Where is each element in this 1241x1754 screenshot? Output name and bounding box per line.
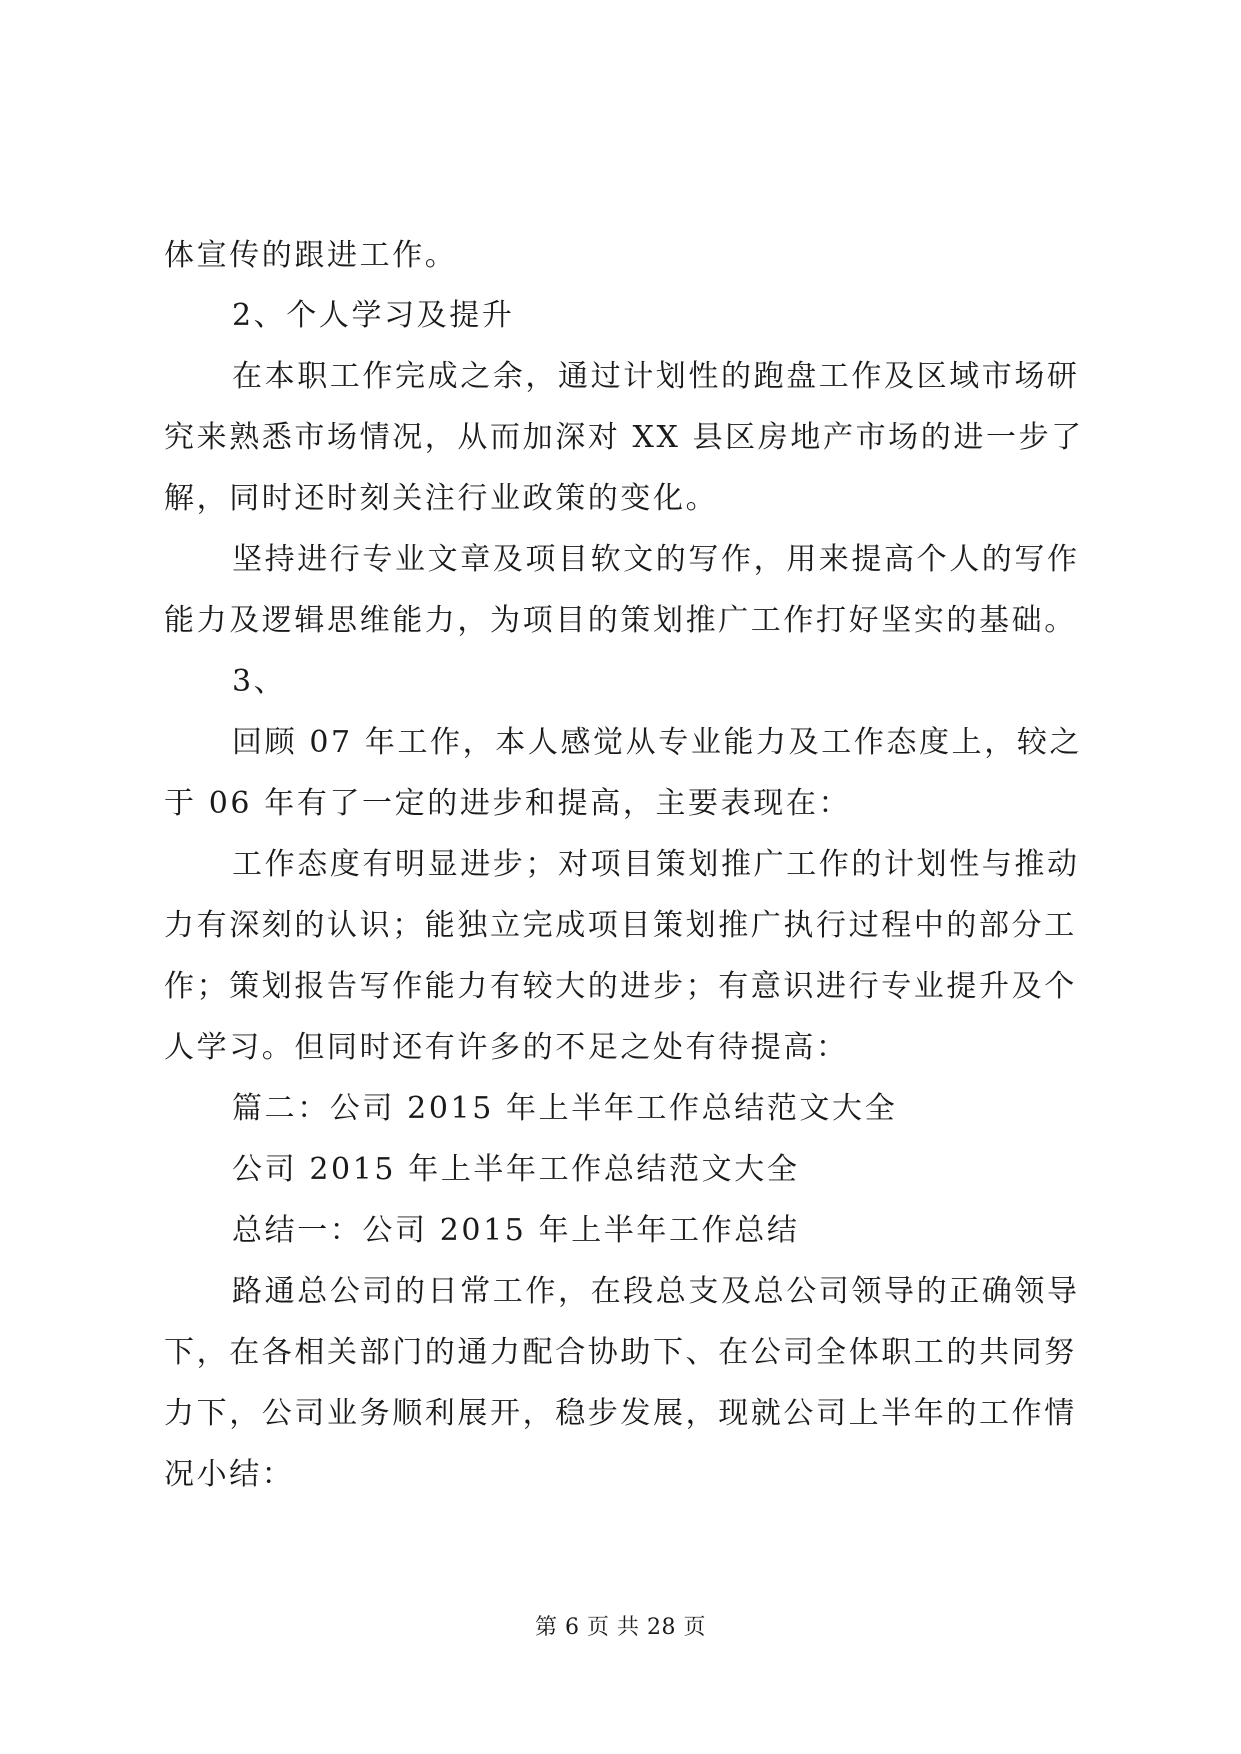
paragraph-line: 于 06 年有了一定的进步和提高，主要表现在： xyxy=(164,786,852,821)
paragraph-line: 力下，公司业务顺利展开，稳步发展，现就公司上半年的工作情 xyxy=(164,1396,1077,1431)
section-heading: 3、 xyxy=(232,664,287,699)
paragraph-line: 路通总公司的日常工作，在段总支及总公司领导的正确领导 xyxy=(232,1274,1080,1309)
paragraph-line: 工作态度有明显进步；对项目策划推广工作的计划性与推动 xyxy=(232,847,1080,882)
paragraph-line: 究来熟悉市场情况，从而加深对 XX 县区房地产市场的进一步了 xyxy=(164,420,1084,455)
paragraph-line: 回顾 07 年工作，本人感觉从专业能力及工作态度上，较之 xyxy=(232,725,1083,760)
paragraph-line: 人学习。但同时还有许多的不足之处有待提高： xyxy=(164,1030,849,1065)
paragraph-line: 坚持进行专业文章及项目软文的写作，用来提高个人的写作 xyxy=(232,542,1080,577)
summary-title: 总结一：公司 2015 年上半年工作总结 xyxy=(232,1213,800,1248)
paragraph-line: 力有深刻的认识；能独立完成项目策划推广执行过程中的部分工 xyxy=(164,908,1077,943)
chapter-title: 篇二：公司 2015 年上半年工作总结范文大全 xyxy=(232,1091,898,1126)
paragraph-line: 能力及逻辑思维能力，为项目的策划推广工作打好坚实的基础。 xyxy=(164,603,1077,638)
paragraph-line: 下，在各相关部门的通力配合协助下、在公司全体职工的共同努 xyxy=(164,1335,1077,1370)
document-title: 公司 2015 年上半年工作总结范文大全 xyxy=(232,1152,800,1187)
paragraph-line: 况小结： xyxy=(164,1457,295,1492)
section-heading: 2、个人学习及提升 xyxy=(232,298,515,333)
paragraph-line: 作；策划报告写作能力有较大的进步；有意识进行专业提升及个 xyxy=(164,969,1077,1004)
paragraph-line: 体宣传的跟进工作。 xyxy=(164,238,458,273)
paragraph-line: 在本职工作完成之余，通过计划性的跑盘工作及区域市场研 xyxy=(232,359,1080,394)
page-number-footer: 第 6 页 共 28 页 xyxy=(535,1615,706,1640)
paragraph-line: 解，同时还时刻关注行业政策的变化。 xyxy=(164,481,719,516)
